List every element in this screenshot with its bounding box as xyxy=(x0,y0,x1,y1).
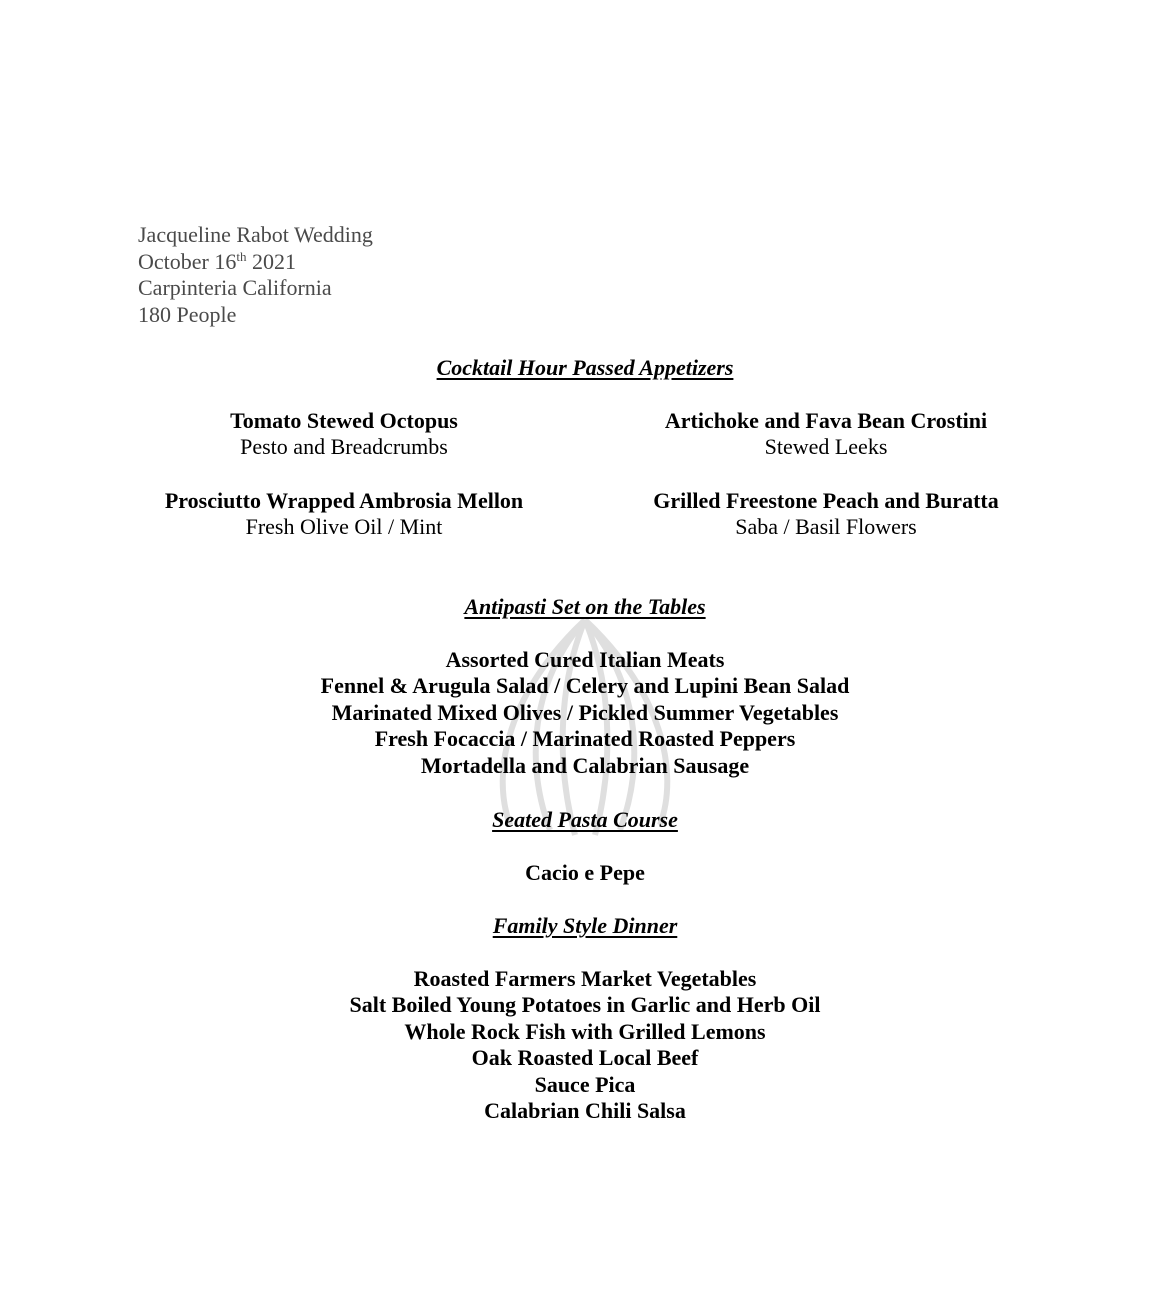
event-date-suffix: th xyxy=(236,248,247,264)
appetizer-desc: Stewed Leeks xyxy=(764,434,888,459)
pasta-section-title: Seated Pasta Course xyxy=(492,807,678,832)
antipasti-item: Mortadella and Calabrian Sausage xyxy=(420,752,750,778)
event-date xyxy=(138,249,373,276)
dinner-item: Sauce Pica xyxy=(534,1071,636,1097)
dinner-item: Roasted Farmers Market Vegetables xyxy=(413,966,757,991)
pasta-item: Cacio e Pepe xyxy=(525,860,645,885)
appetizer-desc: Saba / Basil Flowers xyxy=(735,514,917,539)
dinner-section-title: Family Style Dinner xyxy=(492,913,678,938)
antipasti-section-title: Antipasti Set on the Tables xyxy=(464,594,706,619)
appetizer-item xyxy=(582,488,1070,540)
event-header xyxy=(138,222,373,328)
appetizer-name: Artichoke and Fava Bean Crostini xyxy=(664,408,988,433)
appetizer-name: Grilled Freestone Peach and Buratta xyxy=(653,488,999,513)
antipasti-item: Fennel & Arugula Salad / Celery and Lupini Bean Salad xyxy=(320,673,850,699)
antipasti-list xyxy=(0,647,1170,779)
cocktail-section-title: Cocktail Hour Passed Appetizers xyxy=(436,355,734,380)
dinner-item: Salt Boiled Young Potatoes in Garlic and Herb Oil xyxy=(349,992,821,1018)
event-title: Jacqueline Rabot Wedding xyxy=(138,222,373,247)
antipasti-item: Assorted Cured Italian Meats xyxy=(445,647,725,672)
appetizer-item xyxy=(582,408,1070,460)
event-guest-count: 180 People xyxy=(138,301,237,327)
dinner-item: Whole Rock Fish with Grilled Lemons xyxy=(404,1018,766,1044)
appetizer-desc: Fresh Olive Oil / Mint xyxy=(245,514,443,539)
appetizer-item xyxy=(100,488,588,540)
appetizer-desc: Pesto and Breadcrumbs xyxy=(240,434,448,459)
appetizer-item xyxy=(100,408,588,460)
antipasti-item: Marinated Mixed Olives / Pickled Summer Vegetables xyxy=(331,699,839,725)
event-date-month: October 16 xyxy=(138,248,237,274)
event-date-year: 2021 xyxy=(246,248,296,274)
pasta-list xyxy=(0,860,1170,886)
event-location: Carpinteria California xyxy=(138,275,332,300)
appetizer-name: Tomato Stewed Octopus xyxy=(230,408,458,433)
antipasti-item: Fresh Focaccia / Marinated Roasted Peppers xyxy=(374,726,796,752)
dinner-item: Calabrian Chili Salsa xyxy=(484,1098,686,1124)
dinner-item: Oak Roasted Local Beef xyxy=(471,1045,699,1071)
appetizer-name: Prosciutto Wrapped Ambrosia Mellon xyxy=(164,488,524,513)
dinner-list xyxy=(0,966,1170,1124)
